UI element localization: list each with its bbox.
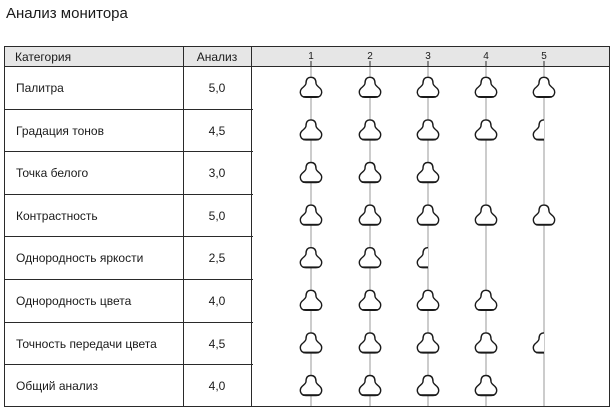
page-title: Анализ монитора [6,5,128,22]
rating-icon [533,205,554,225]
rating-table [4,46,610,407]
rating-icon [300,77,321,97]
rating-icon [533,77,554,97]
rating-icon [359,163,380,183]
rating-icon [417,333,438,353]
rating-icon [417,290,438,310]
header-category: Категория [15,50,72,64]
rating-chart [5,47,609,406]
row-category-label: Палитра [16,81,64,95]
rating-icon [475,77,496,97]
row-category-label: Общий анализ [16,379,99,394]
row-category-label: Точность передачи цвета [16,336,157,351]
scale-tick-label: 5 [541,51,547,62]
row-score-value: 2,5 [208,251,226,266]
rating-icon [533,333,554,353]
rating-icon [417,77,438,97]
rating-icon [300,248,321,268]
row-category-label: Контрастность [16,208,98,223]
rating-icon [300,205,321,225]
row-category-label: Точка белого [16,166,89,181]
rating-icon [475,333,496,353]
scale-tick-label: 2 [367,51,373,62]
row-score-value: 5,0 [208,81,226,95]
rating-icon [475,120,496,140]
row-score-value: 4,0 [208,294,226,308]
row-score-value: 3,0 [208,166,226,181]
rating-icon [359,248,380,268]
rating-icon [300,290,321,310]
rating-icon [417,163,438,183]
rating-icon [300,163,321,183]
rating-icon [417,248,438,268]
scale-tick-label: 3 [425,51,431,62]
row-category-label: Однородность цвета [16,294,132,308]
rating-icon [475,205,496,225]
row-score-value: 5,0 [208,208,226,223]
rating-icon [300,376,321,396]
row-category-label: Однородность яркости [16,251,144,266]
rating-icon [417,205,438,225]
rating-icon [533,120,554,140]
scale-tick-label: 1 [308,51,314,62]
row-score-value: 4,5 [208,336,226,351]
row-category-label: Градация тонов [16,123,104,138]
row-score-value: 4,5 [208,123,226,138]
rating-icon [417,376,438,396]
rating-icon [359,77,380,97]
header-analysis: Анализ [196,50,238,64]
rating-icon [475,290,496,310]
rating-icon [300,333,321,353]
rating-icon [417,120,438,140]
rating-icon [359,205,380,225]
rating-icon [359,376,380,396]
rating-icon [475,376,496,396]
rating-icon [359,333,380,353]
rating-icon [359,120,380,140]
rating-icon [300,120,321,140]
scale-tick-label: 4 [483,51,489,62]
rating-icon [359,290,380,310]
row-score-value: 4,0 [208,379,226,394]
